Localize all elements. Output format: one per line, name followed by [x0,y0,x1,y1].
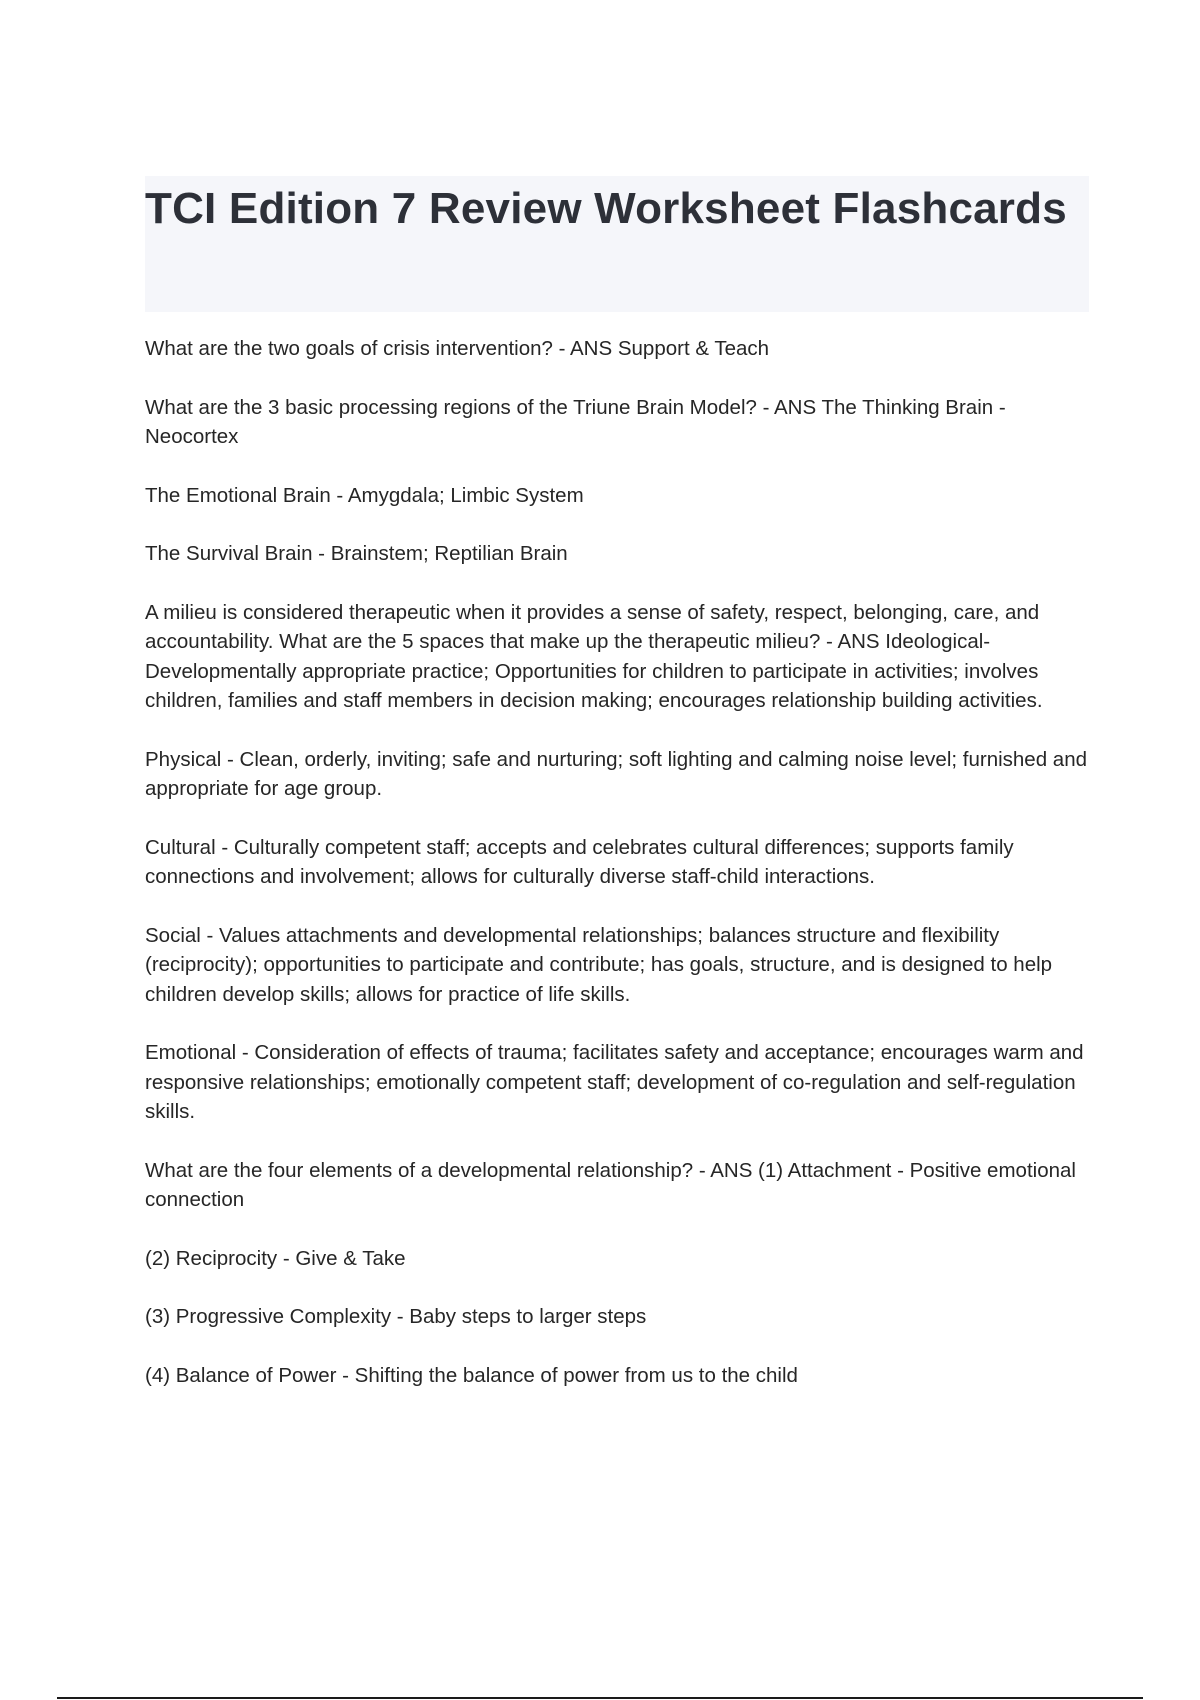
title-banner [145,176,1089,312]
flashcard-paragraph-2: What are the 3 basic processing regions of the Triune Brain Model? - ANS The Thinking Brain - Neocortex [145,395,1006,448]
flashcard-content [145,334,1089,1419]
page-title: TCI Edition 7 Review Worksheet Flashcards [145,184,1067,233]
flashcard-paragraph-5: A milieu is considered therapeutic when it provides a sense of safety, respect, belonging, care, and accountability. What are the 5 spaces that make up the therapeutic milieu? - ANS Ideological- Developmentally appropriate practice; Opportunities for children to participate in activities; involves children, families and staff members in decision making; encourages relationship building activities. [145,600,1043,712]
footer-divider [57,1697,1143,1699]
flashcard-paragraph-8: Social - Values attachments and developmental relationships; balances structure and flexibility (reciprocity); opportunities to participate and contribute; has goals, structure, and is designed to help children develop skills; allows for practice of life skills. [145,923,1053,1006]
flashcard-paragraph-1: What are the two goals of crisis intervention? - ANS Support & Teach [145,337,770,360]
flashcard-paragraph-4: The Survival Brain - Brainstem; Reptilian Brain [145,542,568,565]
flashcard-paragraph-9: Emotional - Consideration of effects of trauma; facilitates safety and acceptance; encourages warm and responsive relationships; emotionally competent staff; development of co-regulation and self-regulation skills. [145,1041,1084,1123]
flashcard-paragraph-3: The Emotional Brain - Amygdala; Limbic System [145,483,584,507]
flashcard-paragraph-13: (4) Balance of Power - Shifting the balance of power from us to the child [145,1363,798,1387]
flashcard-paragraph-12: (3) Progressive Complexity - Baby steps to larger steps [145,1305,647,1328]
flashcard-paragraph-11: (2) Reciprocity - Give & Take [145,1246,406,1270]
flashcard-paragraph-6: Physical - Clean, orderly, inviting; safe and nurturing; soft lighting and calming noise level; furnished and appropriate for age group. [145,747,1087,800]
flashcard-paragraph-7: Cultural - Culturally competent staff; accepts and celebrates cultural differences; supports family connections and involvement; allows for culturally diverse staff-child interactions. [145,835,1014,888]
flashcard-paragraph-10: What are the four elements of a developmental relationship? - ANS (1) Attachment - Positive emotional connection [145,1158,1076,1211]
